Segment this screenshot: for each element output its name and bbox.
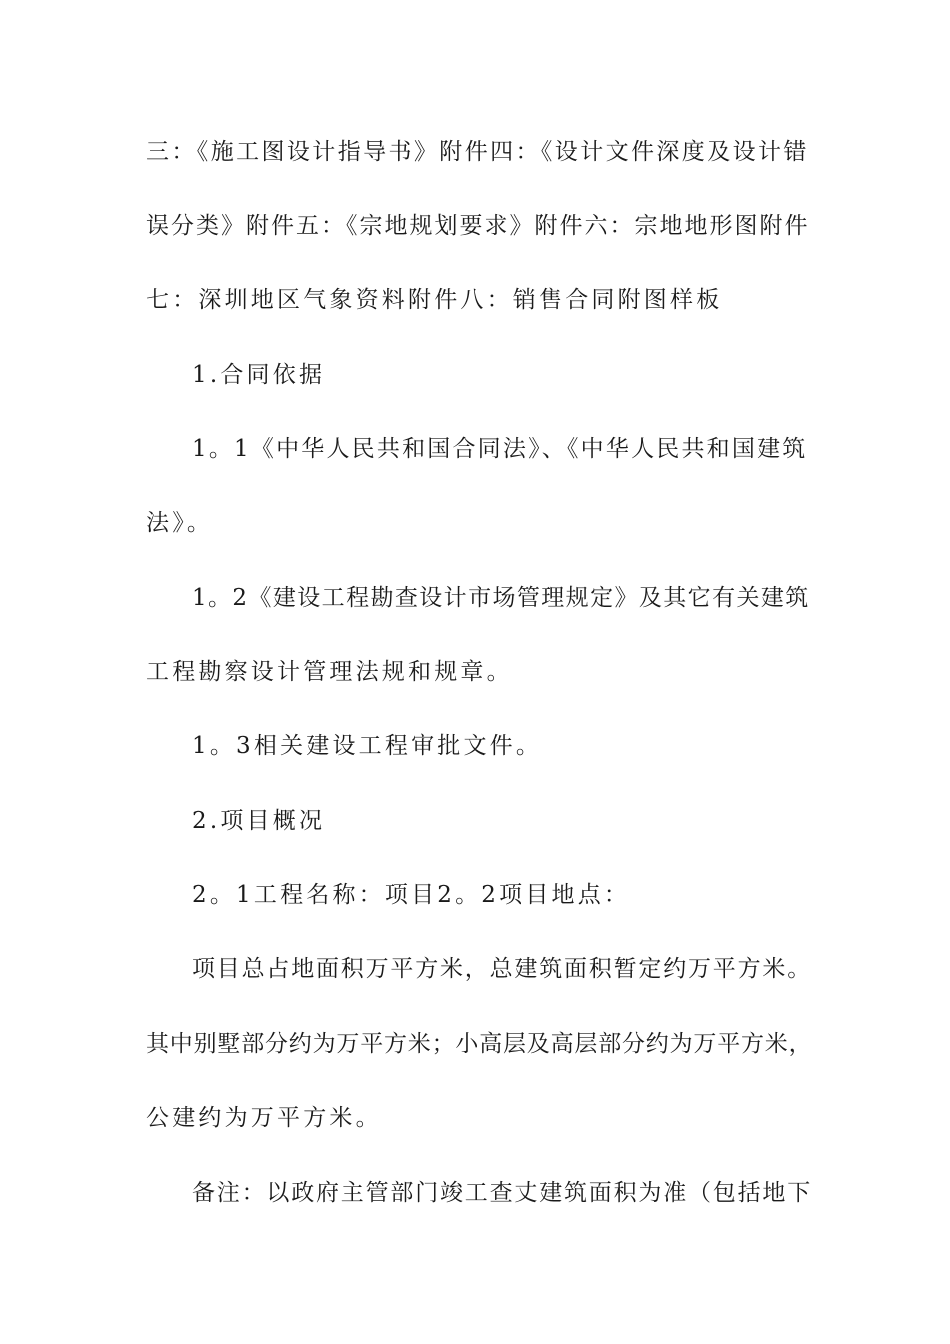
attachments-text-line-2: 误分类》附件五：《宗地规划要求》附件六：宗地地形图附件: [146, 213, 810, 239]
area-paragraph-line-3: 公建约为万平方米。: [146, 1105, 382, 1131]
area-paragraph-line-1: 项目总占地面积万平方米，总建筑面积暂定约万平方米。: [192, 956, 812, 982]
attachments-text-line-1: 三：《施工图设计指导书》附件四：《设计文件深度及设计错: [146, 139, 809, 165]
section-heading-project-overview: 2.项目概况: [192, 808, 326, 834]
remark-line: 备注：以政府主管部门竣工查丈建筑面积为准（包括地下: [192, 1180, 812, 1206]
clause-2-1-2-2: 2。1工程名称：项目2。2项目地点：: [192, 882, 631, 908]
clause-1-2-line-2: 工程勘察设计管理法规和规章。: [146, 659, 513, 685]
clause-1-3: 1。3相关建设工程审批文件。: [192, 733, 543, 759]
clause-1-2-line-1: 1。2《建设工程勘查设计市场管理规定》及其它有关建筑: [192, 585, 810, 611]
clause-1-1-line-1: 1。1《中华人民共和国合同法》、《中华人民共和国建筑: [192, 436, 808, 462]
section-heading-contract-basis: 1.合同依据: [192, 362, 326, 388]
area-paragraph-line-2: 其中别墅部分约为万平方米；小高层及高层部分约为万平方米，: [146, 1031, 813, 1057]
clause-1-1-line-2: 法》。: [146, 510, 214, 536]
attachments-text-line-3: 七：深圳地区气象资料附件八：销售合同附图样板: [146, 287, 723, 313]
